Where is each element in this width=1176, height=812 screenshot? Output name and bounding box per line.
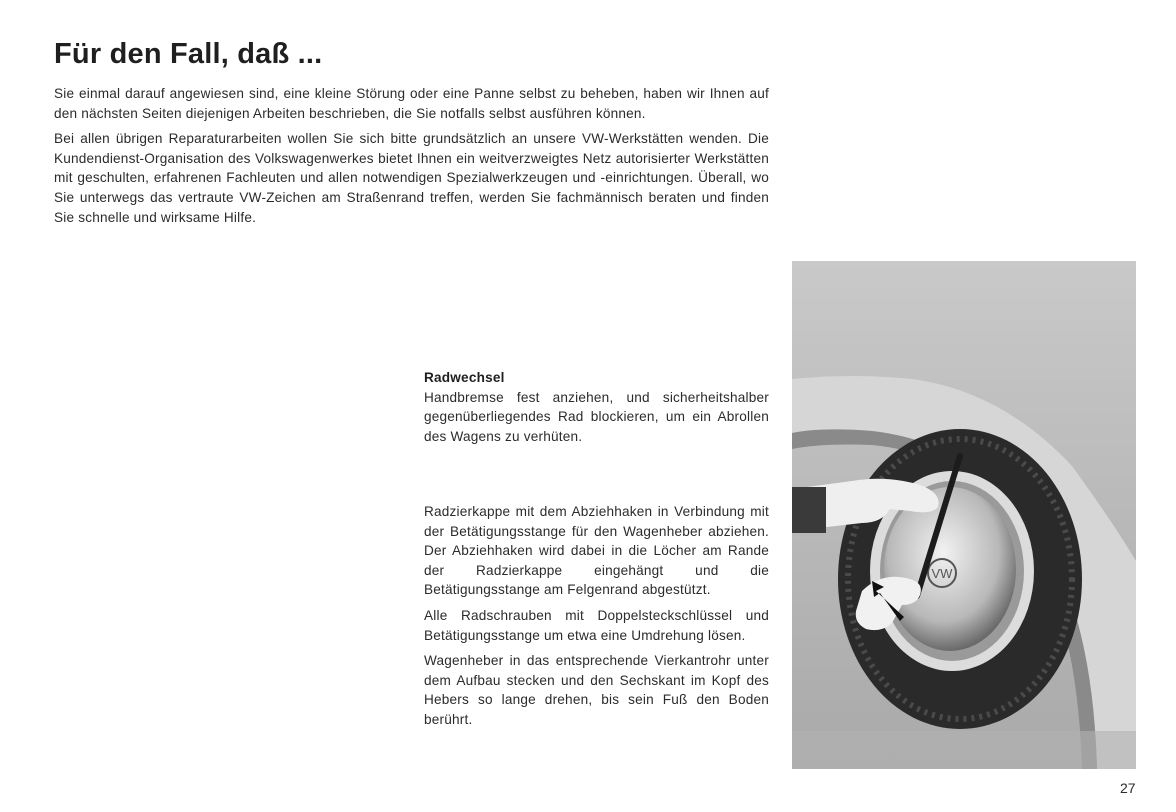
section-paragraph: Handbremse fest anziehen, und sicherheitshalber gegenüberliegendes Rad blockieren, um ein Abrollen des Wagens zu verhüten.: [424, 389, 769, 444]
page-number: 27: [1120, 780, 1136, 796]
intro-text: [54, 84, 769, 233]
wheel-photo: [792, 261, 1136, 769]
svg-text:VW: VW: [931, 566, 953, 581]
section-paragraph: Alle Radschrauben mit Doppelsteckschlüssel und Betätigungsstange um etwa eine Umdrehung lösen.: [424, 607, 769, 643]
wheel-change-steps: [424, 502, 769, 736]
intro-paragraph: Sie einmal darauf angewiesen sind, eine kleine Störung oder eine Panne selbst zu beheben, haben wir Ihnen auf den nächsten Seiten diejenigen Arbeiten beschrieben, die Sie notfalls selbst ausführen können.: [54, 86, 769, 121]
wheel-change-section: [424, 368, 769, 452]
intro-paragraph: Bei allen übrigen Reparaturarbeiten wollen Sie sich bitte grundsätzlich an unsere VW-Werkstätten wenden. Die Kundendienst-Organisation des Volkswagenwerkes bietet Ihnen ein weitverzweigtes Netz autorisierter Werkstätten mit geschulten, erfahrenen Fachleuten und allen notwendigen Spezialwerkzeugen und -einrichtungen. Überall, wo Sie unterwegs das vertraute VW-Zeichen am Straßenrand treffen, werden Sie fachmännisch beraten und finden Sie schnelle und wirksame Hilfe.: [54, 131, 769, 225]
section-heading: Radwechsel: [424, 370, 505, 385]
page-title: Für den Fall, daß ...: [54, 38, 323, 70]
section-paragraph: Wagenheber in das entsprechende Vierkantrohr unter dem Aufbau stecken und den Sechskant im Kopf des Hebers so lange drehen, bis sein Fuß den Boden berührt.: [424, 653, 769, 727]
section-paragraph: Radzierkappe mit dem Abziehhaken in Verbindung mit der Betätigungsstange für den Wagenheber abziehen. Der Abziehhaken wird dabei in die Löcher am Rande der Radzierkappe eingehängt und die Betätigungsstange am Felgenrand abgestützt.: [424, 504, 769, 598]
wheel-photo-illustration: [792, 261, 1136, 769]
